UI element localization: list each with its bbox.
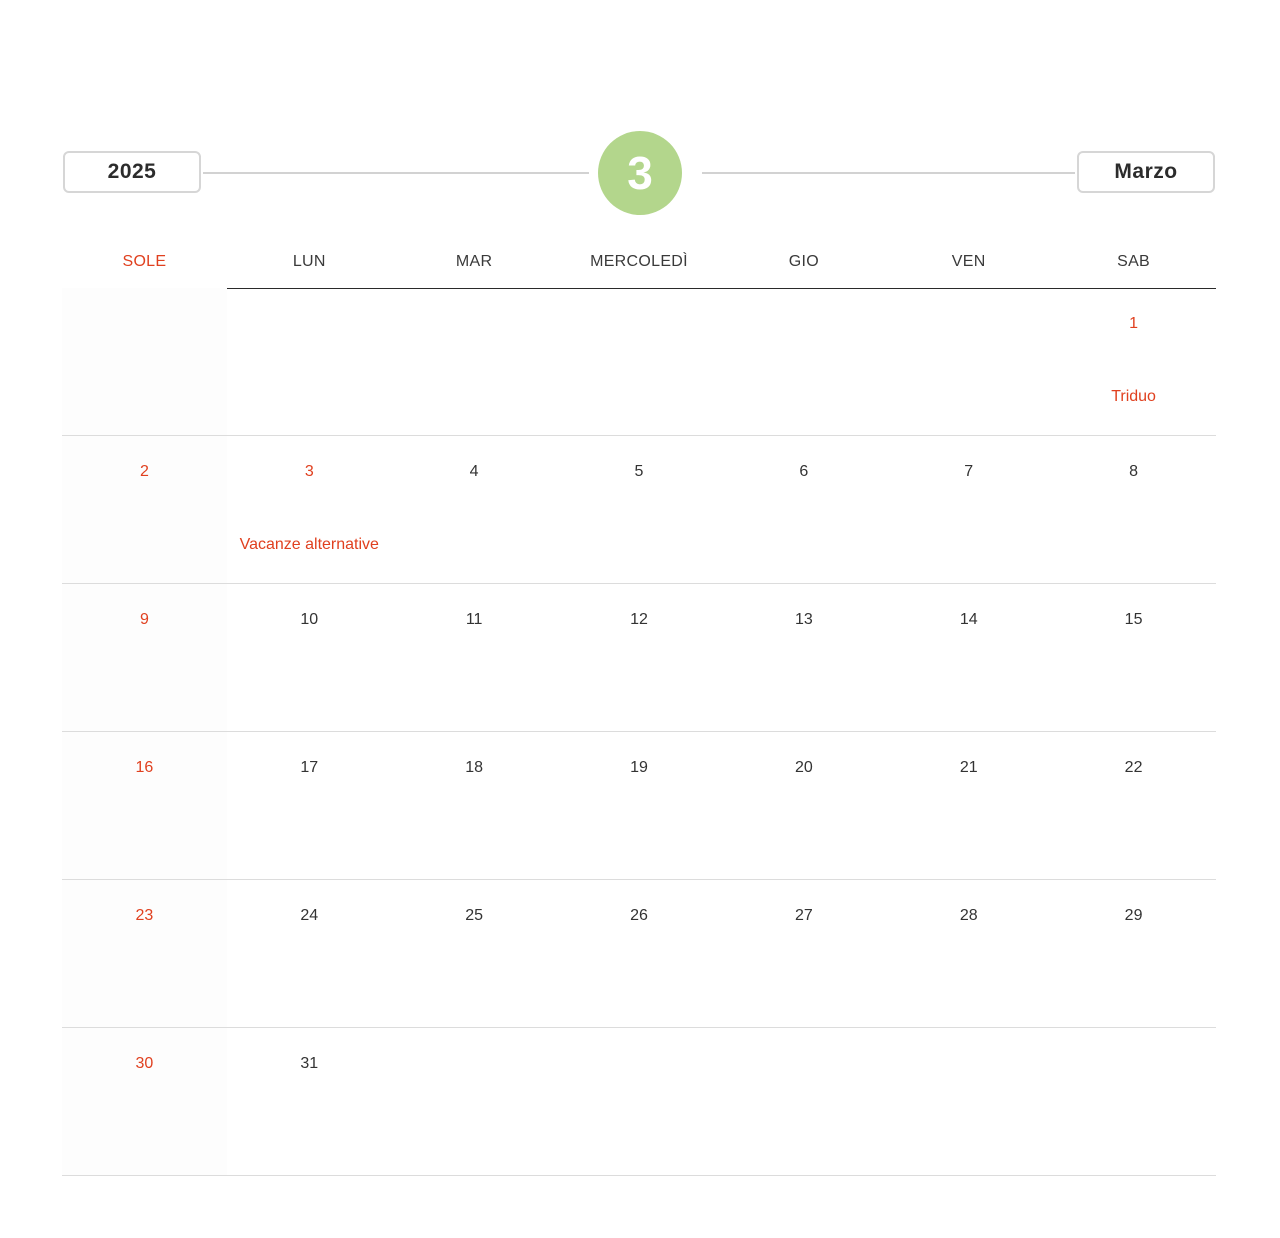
weekday-friday: VEN	[951, 253, 986, 270]
day-cell[interactable]	[62, 1028, 227, 1175]
holiday-label: Vacanze alternative	[239, 536, 379, 553]
day-number: 2	[139, 463, 149, 480]
day-number: 23	[135, 907, 154, 924]
day-number: 25	[465, 907, 484, 924]
day-cell[interactable]	[227, 732, 392, 879]
day-number: 8	[1129, 463, 1139, 480]
empty-day-cell	[392, 288, 557, 435]
empty-day-cell	[392, 1028, 557, 1175]
month-name-box[interactable]: Marzo	[1077, 151, 1215, 193]
day-number: 26	[630, 907, 648, 924]
week-row	[62, 880, 1216, 1028]
day-cell[interactable]	[557, 732, 722, 879]
empty-day-cell	[721, 1028, 886, 1175]
holiday-label: Triduo	[1111, 388, 1156, 405]
week-row	[62, 732, 1216, 880]
day-cell[interactable]	[886, 584, 1051, 731]
day-number: 27	[794, 907, 813, 924]
empty-day-cell	[886, 1028, 1051, 1175]
day-number: 1	[1129, 315, 1139, 332]
month-number-badge: 3	[598, 131, 682, 215]
day-number: 15	[1124, 611, 1143, 628]
weekday-wednesday: MERCOLEDÌ	[590, 253, 688, 270]
header-divider-right	[702, 172, 1075, 174]
empty-day-cell	[227, 288, 392, 435]
day-number: 31	[300, 1055, 319, 1072]
year-box[interactable]: 2025	[63, 151, 201, 193]
weekday-tuesday: MAR	[455, 253, 493, 270]
weekday-thursday: GIO	[788, 253, 819, 270]
day-number: 9	[139, 611, 149, 628]
day-cell[interactable]	[62, 880, 227, 1027]
day-cell[interactable]	[1051, 584, 1216, 731]
empty-day-cell	[557, 288, 722, 435]
weekday-monday: LUN	[292, 253, 326, 270]
day-cell[interactable]	[227, 436, 392, 583]
day-cell[interactable]	[1051, 880, 1216, 1027]
week-row	[62, 436, 1216, 584]
day-number: 20	[794, 759, 813, 776]
day-number: 5	[634, 463, 644, 480]
day-cell[interactable]	[1051, 732, 1216, 879]
day-cell[interactable]	[557, 436, 722, 583]
empty-day-cell	[62, 288, 227, 435]
day-number: 4	[469, 463, 479, 480]
day-number: 22	[1124, 759, 1143, 776]
weekday-header-row	[62, 244, 1216, 289]
day-number: 11	[465, 611, 483, 628]
empty-day-cell	[1051, 1028, 1216, 1175]
day-cell[interactable]	[62, 584, 227, 731]
day-cell[interactable]	[721, 584, 886, 731]
day-number: 14	[959, 611, 978, 628]
day-number: 24	[300, 907, 319, 924]
day-cell[interactable]	[886, 732, 1051, 879]
day-number: 13	[794, 611, 813, 628]
day-cell[interactable]	[227, 584, 392, 731]
day-cell[interactable]	[392, 436, 557, 583]
day-cell[interactable]	[721, 436, 886, 583]
day-number: 30	[135, 1055, 154, 1072]
day-cell[interactable]	[62, 732, 227, 879]
day-cell[interactable]	[392, 880, 557, 1027]
day-cell[interactable]	[886, 880, 1051, 1027]
day-number: 12	[630, 611, 648, 628]
day-cell[interactable]	[392, 732, 557, 879]
day-cell[interactable]	[557, 880, 722, 1027]
empty-day-cell	[886, 288, 1051, 435]
day-number: 19	[630, 759, 648, 776]
week-row	[62, 288, 1216, 436]
day-cell[interactable]	[886, 436, 1051, 583]
day-cell[interactable]	[227, 880, 392, 1027]
day-cell[interactable]	[721, 732, 886, 879]
day-cell[interactable]	[1051, 288, 1216, 435]
day-number: 16	[135, 759, 154, 776]
weekday-sunday: SOLE	[122, 253, 167, 270]
weekday-saturday: SAB	[1117, 253, 1151, 270]
calendar-header	[62, 130, 1216, 216]
calendar-grid	[62, 288, 1216, 1176]
header-divider-left	[203, 172, 589, 174]
day-number: 28	[959, 907, 978, 924]
day-cell[interactable]	[62, 436, 227, 583]
day-number: 17	[300, 759, 319, 776]
day-number: 3	[304, 463, 314, 480]
day-cell[interactable]	[1051, 436, 1216, 583]
day-cell[interactable]	[392, 584, 557, 731]
week-row	[62, 1028, 1216, 1176]
empty-day-cell	[721, 288, 886, 435]
day-number: 6	[799, 463, 809, 480]
day-number: 21	[959, 759, 978, 776]
day-number: 29	[1124, 907, 1143, 924]
week-row	[62, 584, 1216, 732]
day-number: 7	[964, 463, 974, 480]
day-number: 18	[465, 759, 484, 776]
day-cell[interactable]	[227, 1028, 392, 1175]
day-cell[interactable]	[721, 880, 886, 1027]
day-number: 10	[300, 611, 319, 628]
day-cell[interactable]	[557, 584, 722, 731]
empty-day-cell	[557, 1028, 722, 1175]
